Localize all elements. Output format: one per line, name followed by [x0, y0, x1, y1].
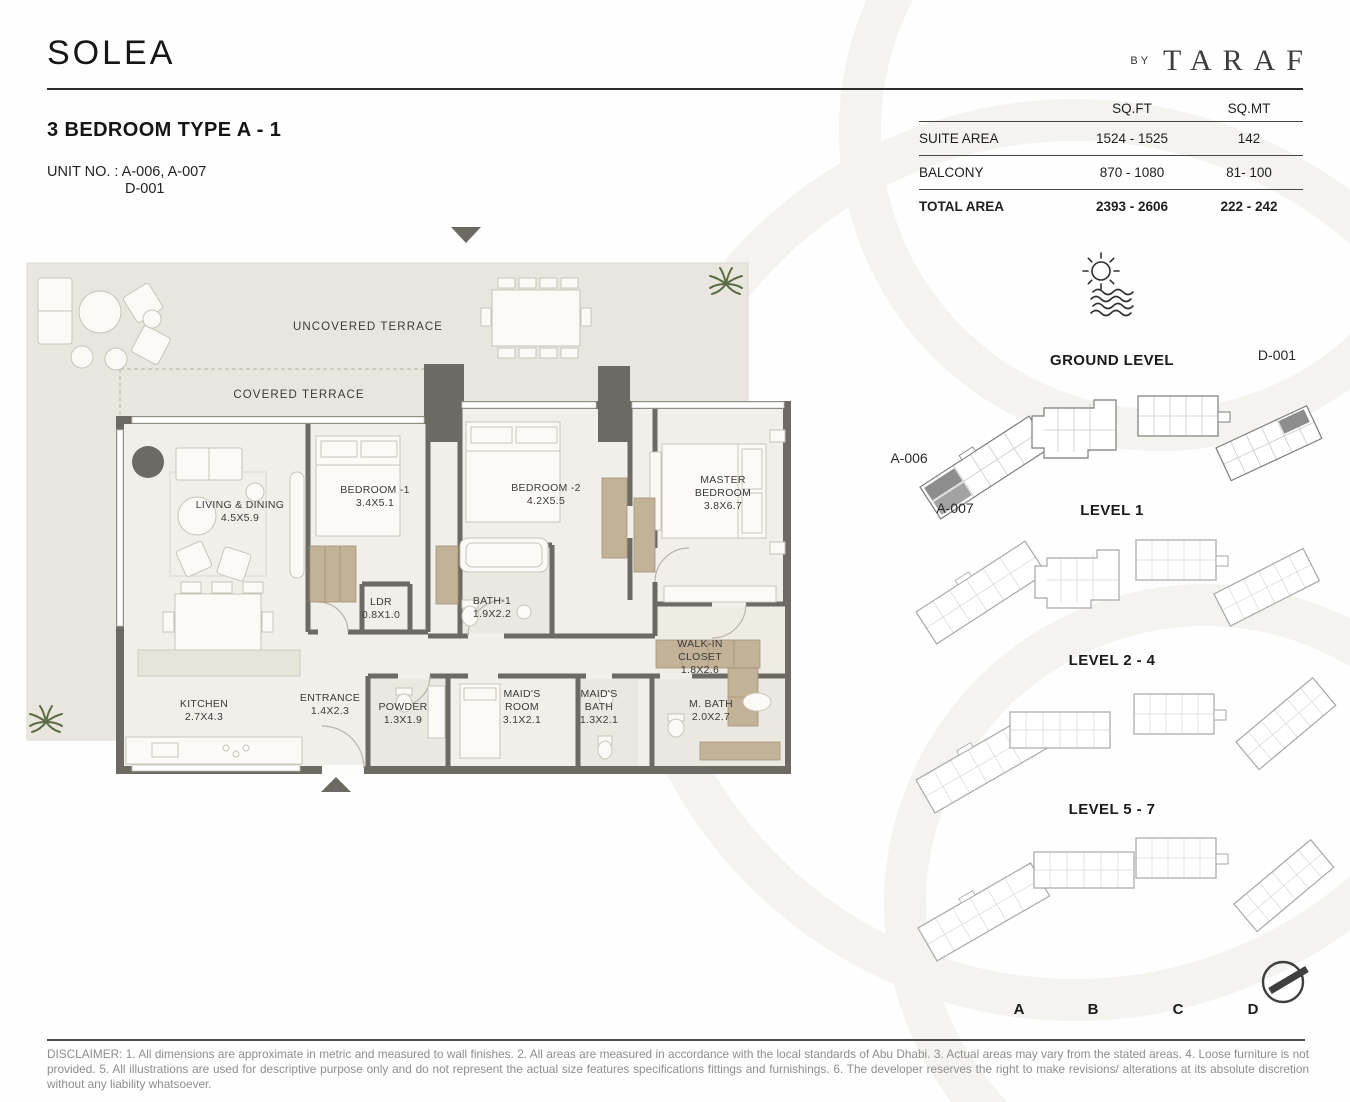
room-label-kitchen: KITCHEN 2.7X4.3	[179, 698, 229, 723]
room-label-living: LIVING & DINING 4.5X5.9	[195, 499, 285, 524]
room-label-bath1: BATH-1 1.9X2.2	[472, 595, 512, 620]
table-row	[919, 156, 1303, 190]
outdoor-dining-furniture	[481, 278, 591, 358]
unit-no-line1: UNIT NO. : A-006, A-007	[47, 164, 207, 180]
unit-numbers	[47, 164, 206, 198]
footer-divider	[47, 1039, 1305, 1041]
room-label-mbath: M. BATH 2.0X2.7	[689, 698, 733, 723]
area-table-header	[919, 96, 1303, 122]
header-divider	[47, 88, 1303, 90]
page-title: 3 BEDROOM TYPE A - 1	[47, 119, 282, 141]
area-table	[919, 96, 1303, 222]
row-sqft: 2393 - 2606	[1095, 198, 1169, 214]
level1-heading: LEVEL 1	[1080, 502, 1144, 519]
room-label-maids-bath: MAID'S BATH 1.3X2.1	[579, 688, 619, 726]
room-label-powder: POWDER 1.3X1.9	[378, 701, 428, 726]
building-letter-b: B	[1087, 1001, 1099, 1018]
room-label-maids-room: MAID'S ROOM 3.1X2.1	[502, 688, 542, 726]
unit-tag-d001: D-001	[1257, 347, 1297, 363]
down-arrow-marker	[451, 227, 481, 243]
row-sqft: 870 - 1080	[1099, 165, 1165, 180]
room-label-master: MASTER BEDROOM 3.8X6.7	[694, 474, 752, 512]
by-taraf-logo	[1130, 44, 1314, 78]
row-sqmt: 142	[1237, 131, 1261, 146]
unit-tag-a007: A-007	[936, 500, 974, 516]
row-label: BALCONY	[919, 165, 984, 180]
room-label-bedroom2: BEDROOM -2 4.2X5.5	[511, 482, 581, 507]
building-letter-d: D	[1247, 1001, 1259, 1018]
unit-tag-a006: A-006	[890, 450, 928, 466]
row-sqft: 1524 - 1525	[1095, 131, 1169, 146]
level24-heading: LEVEL 2 - 4	[1068, 652, 1156, 669]
unit-no-line2: D-001	[125, 181, 165, 197]
wall-pillar	[426, 366, 460, 442]
by-label: BY	[1130, 55, 1152, 67]
room-label-bedroom1: BEDROOM -1 3.4X5.1	[340, 484, 410, 509]
col-sqft: SQ.FT	[1112, 101, 1152, 116]
ground-level-heading: GROUND LEVEL	[1050, 352, 1174, 369]
row-label: SUITE AREA	[919, 131, 999, 146]
covered-terrace-label: COVERED TERRACE	[233, 389, 365, 401]
level57-heading: LEVEL 5 - 7	[1068, 801, 1156, 818]
wall-pillar	[598, 366, 630, 442]
building-letter-a: A	[1013, 1001, 1025, 1018]
row-label: TOTAL AREA	[919, 198, 1005, 214]
taraf-brand: TARAF	[1163, 44, 1314, 77]
table-row	[919, 122, 1303, 156]
up-arrow-marker	[321, 777, 351, 792]
col-sqmt: SQ.MT	[1227, 101, 1271, 116]
room-label-ldr: LDR 0.8X1.0	[361, 596, 401, 621]
table-row-total	[919, 190, 1303, 222]
room-label-walkin: WALK-IN CLOSET 1.8X2.6	[677, 638, 723, 676]
sun-waves-icon	[1083, 253, 1133, 316]
room-label-entrance: ENTRANCE 1.4X2.3	[299, 692, 361, 717]
uncovered-terrace-label: UNCOVERED TERRACE	[292, 321, 444, 333]
building-letter-c: C	[1172, 1001, 1184, 1018]
row-sqmt: 81- 100	[1226, 165, 1272, 180]
disclaimer-text: DISCLAIMER: 1. All dimensions are approximate in metric and measured to wall finishes. 2. All areas are measured in accordance with the local standards of Abu Dhabi. 3. Actual areas may vary from the stated areas. 4. Loose furniture is not provided. 5. All illustrations are used for descriptive purpose only and do not represent the actual size features specifications fittings and furnishings. 6. The developer reserves the right to make revisions/ alterations at its absolute discretion without any liability whatsoever.	[47, 1047, 1309, 1091]
row-sqmt: 222 - 242	[1220, 198, 1278, 214]
solea-logo: SOLEA	[47, 34, 176, 72]
